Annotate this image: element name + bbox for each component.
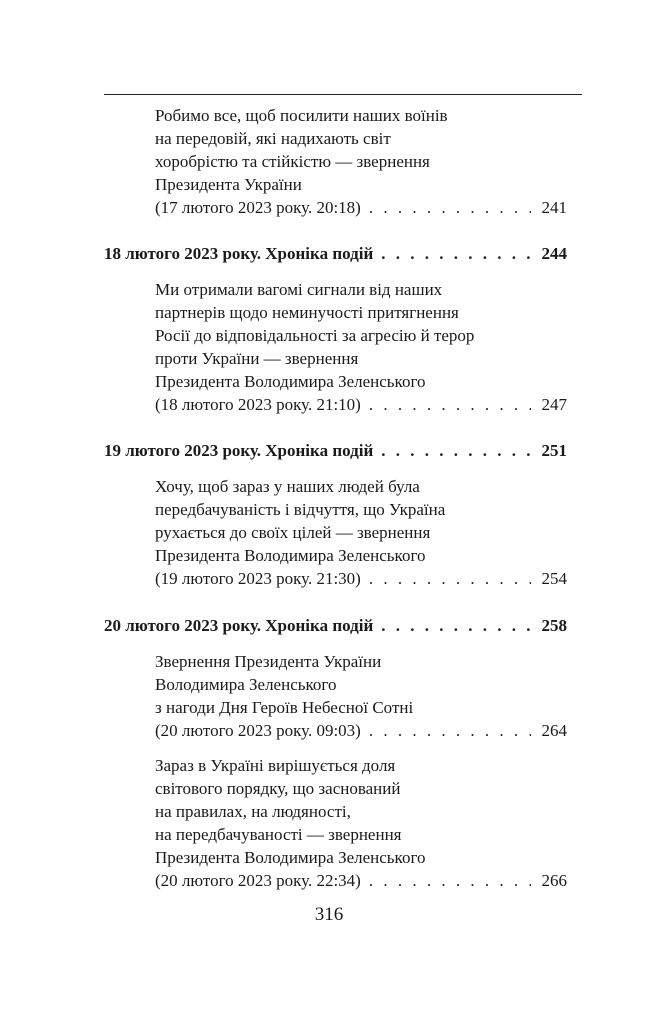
toc-entry-2	[155, 278, 567, 416]
toc-entry-line: Зараз в Україні вирішується доля	[155, 756, 396, 775]
toc-section-2	[104, 439, 567, 462]
leader-dots	[369, 869, 531, 892]
page-folio: 316	[314, 904, 344, 925]
toc-entry-line: Володимира Зеленського	[155, 675, 337, 694]
toc-entry-line: Хочу, щоб зараз у наших людей була	[155, 477, 420, 496]
header-rule	[104, 94, 582, 95]
leader-dots	[369, 719, 531, 742]
toc-entry-line: Робимо все, щоб посилити наших воїнів	[155, 106, 448, 125]
toc-entry-last-line	[155, 393, 567, 416]
toc-entry-line: (19 лютого 2023 року. 21:30)	[155, 569, 361, 588]
leader-dots	[369, 567, 531, 590]
toc-entry-line: Президента Володимира Зеленського	[155, 546, 426, 565]
toc-entry-line: на передбачуваності — звернення	[155, 825, 402, 844]
toc-section-3	[104, 614, 567, 637]
leader-dots	[369, 393, 531, 416]
toc-section-line	[104, 614, 567, 637]
page-number: 241	[541, 198, 567, 217]
toc-entry-line: Президента України	[155, 175, 302, 194]
toc-entry-line: Ми отримали вагомі сигнали від наших	[155, 280, 443, 299]
page-number: 251	[541, 441, 567, 460]
toc-entry-line: Росії до відповідальності за агресію й терор	[155, 326, 475, 345]
toc-entry-1	[155, 104, 567, 219]
section-title: 19 лютого 2023 року. Хроніка подій	[104, 441, 374, 460]
toc-entry-last-line	[155, 196, 567, 219]
toc-entry-line: на передовій, які надихають світ	[155, 129, 391, 148]
toc-entry-line: партнерів щодо неминучості притягнення	[155, 303, 459, 322]
page-number: 254	[541, 569, 567, 588]
toc-entry-line: (18 лютого 2023 року. 21:10)	[155, 395, 361, 414]
toc-entry-line: з нагоди Дня Героїв Небесної Сотні	[155, 698, 414, 717]
page-number: 258	[541, 616, 567, 635]
leader-dots	[381, 439, 531, 462]
section-title: 20 лютого 2023 року. Хроніка подій	[104, 616, 374, 635]
toc-entry-3	[155, 475, 567, 590]
page-number: 247	[541, 395, 567, 414]
toc-entry-last-line	[155, 719, 567, 742]
toc-section-1	[104, 242, 567, 265]
toc-entry-line: передбачуваність і відчуття, що Україна	[155, 500, 446, 519]
toc-entry-last-line	[155, 567, 567, 590]
toc-entry-line: на правилах, на людяності,	[155, 802, 351, 821]
page-number: 266	[541, 871, 567, 890]
toc-section-line	[104, 439, 567, 462]
toc-entry-line: світового порядку, що заснований	[155, 779, 401, 798]
page-number: 264	[541, 721, 567, 740]
toc-entry-line: (17 лютого 2023 року. 20:18)	[155, 198, 361, 217]
toc-entry-line: хоробрістю та стійкістю — звернення	[155, 152, 430, 171]
toc-entry-line: проти України — звернення	[155, 349, 359, 368]
toc-entry-line: Звернення Президента України	[155, 652, 382, 671]
section-title: 18 лютого 2023 року. Хроніка подій	[104, 244, 374, 263]
page-number: 244	[541, 244, 567, 263]
toc-entry-line: Президента Володимира Зеленського	[155, 372, 426, 391]
toc-entry-line: Президента Володимира Зеленського	[155, 848, 426, 867]
toc-entry-5	[155, 754, 567, 892]
toc-entry-line: рухається до своїх цілей — звернення	[155, 523, 431, 542]
leader-dots	[381, 242, 531, 265]
toc-section-line	[104, 242, 567, 265]
toc-entry-line: (20 лютого 2023 року. 09:03)	[155, 721, 361, 740]
toc-entry-last-line	[155, 869, 567, 892]
toc-entry-4	[155, 650, 567, 742]
leader-dots	[369, 196, 531, 219]
toc-entry-line: (20 лютого 2023 року. 22:34)	[155, 871, 361, 890]
leader-dots	[381, 614, 531, 637]
